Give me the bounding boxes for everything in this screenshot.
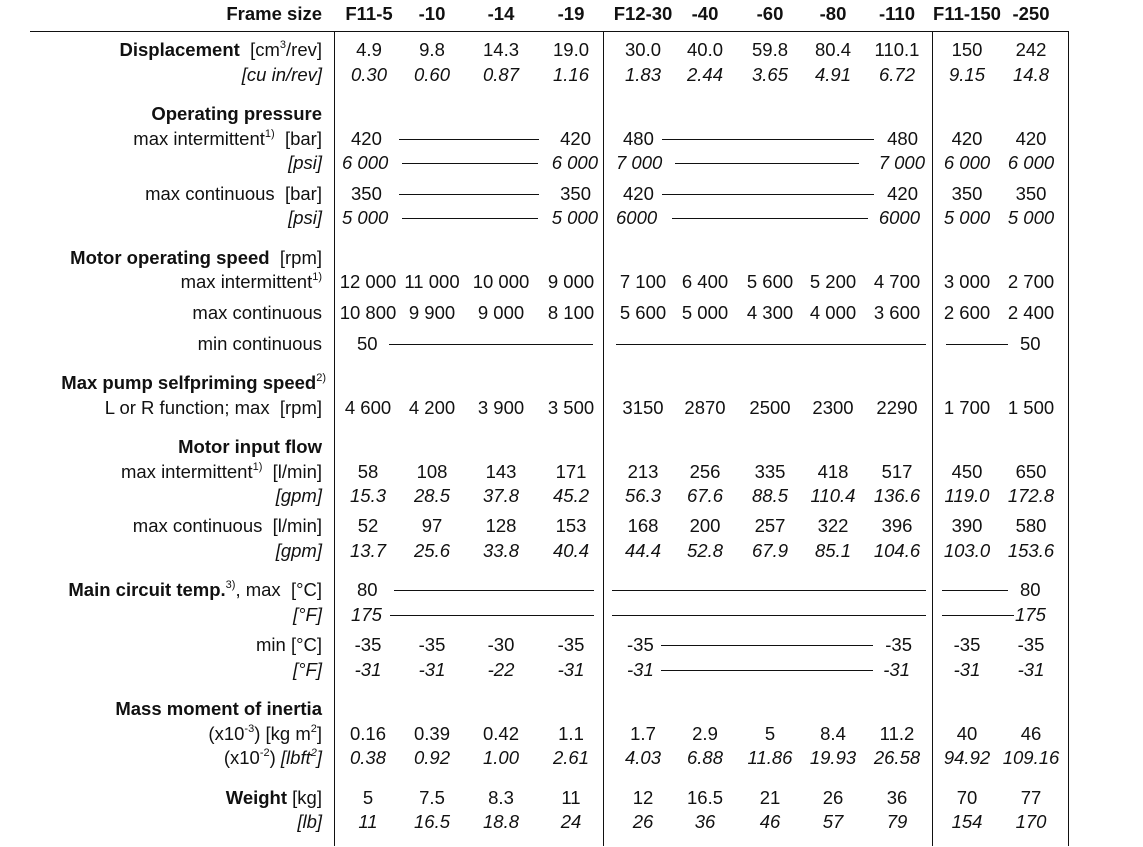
cell: 5 — [362, 787, 374, 808]
cell: 0.16 — [349, 723, 387, 744]
cell: 4 300 — [746, 302, 794, 323]
cell: 9.15 — [948, 64, 986, 85]
range-line — [942, 615, 1014, 616]
cell: 44.4 — [624, 540, 662, 561]
cell: 70 — [956, 787, 978, 808]
cell: 6 000 — [551, 152, 598, 173]
cell: 2 400 — [1007, 302, 1055, 323]
cell: 418 — [817, 461, 849, 482]
cell: 420 — [1015, 128, 1047, 149]
cell: 50 — [1020, 333, 1041, 354]
cell: 80.4 — [814, 39, 852, 60]
cell: 1.1 — [558, 723, 584, 744]
cell: -35 — [418, 634, 446, 655]
cell: -31 — [627, 659, 654, 680]
section-title-inertia: Mass moment of inertia — [115, 698, 322, 719]
cell: 5 600 — [746, 271, 794, 292]
cell: 3.65 — [751, 64, 789, 85]
row-unit-psi: [psi] — [288, 207, 322, 228]
cell: 420 — [951, 128, 983, 149]
cell: 4.03 — [624, 747, 662, 768]
cell: 3 000 — [943, 271, 991, 292]
cell: 580 — [1015, 515, 1047, 536]
cell: 1.00 — [482, 747, 520, 768]
col-header: -80 — [819, 3, 847, 24]
cell: 11 — [561, 787, 581, 808]
cell: 3 500 — [547, 397, 595, 418]
cell: 7 000 — [616, 152, 663, 173]
cell: 2500 — [749, 397, 791, 418]
cell: 143 — [485, 461, 517, 482]
row-label-speed-continuous: max continuous — [192, 302, 322, 323]
cell: 150 — [951, 39, 983, 60]
range-line — [662, 139, 874, 140]
cell: 480 — [887, 128, 918, 149]
cell: -31 — [1017, 659, 1045, 680]
cell: 1.16 — [552, 64, 590, 85]
cell: -35 — [627, 634, 654, 655]
cell: 322 — [817, 515, 849, 536]
frame-size-label: Frame size — [226, 3, 322, 24]
cell: 77 — [1020, 787, 1042, 808]
row-label-speed-intermittent: max intermittent$^{1)}$ — [180, 270, 322, 292]
section-title-selfpriming: Max pump selfpriming speed$^{2)}$ — [61, 371, 326, 393]
cell: 5 000 — [943, 207, 991, 228]
cell: 9.8 — [419, 39, 445, 60]
row-unit-inertia-si: $(x10^{-3})$ [kg $m^2$] — [208, 722, 322, 744]
cell: -31 — [354, 659, 382, 680]
cell: 5 000 — [342, 207, 389, 228]
cell: 450 — [951, 461, 983, 482]
cell: 16.5 — [413, 811, 451, 832]
row-label-pressure-continuous: max continuous [bar] — [145, 183, 322, 204]
range-line — [402, 218, 538, 219]
cell: 45.2 — [552, 485, 590, 506]
cell: 3 900 — [477, 397, 525, 418]
cell: 57 — [822, 811, 844, 832]
cell: 0.30 — [350, 64, 388, 85]
range-line — [399, 139, 539, 140]
cell: 119.0 — [944, 485, 990, 506]
cell: 6 000 — [342, 152, 389, 173]
cell: 0.60 — [413, 64, 451, 85]
cell: 109.16 — [1002, 747, 1060, 768]
range-line — [661, 645, 873, 646]
cell: 104.6 — [873, 540, 921, 561]
cell: 12 — [632, 787, 654, 808]
cell: -31 — [953, 659, 981, 680]
col-header: -14 — [487, 3, 515, 24]
cell: 8.3 — [488, 787, 514, 808]
cell: 4.9 — [356, 39, 382, 60]
cell: 128 — [485, 515, 517, 536]
cell: 110.1 — [874, 39, 920, 60]
cell: 5 000 — [681, 302, 729, 323]
cell: 11.2 — [879, 723, 915, 744]
cell: 257 — [754, 515, 786, 536]
cell: 517 — [881, 461, 913, 482]
range-line — [946, 344, 1008, 345]
cell: 420 — [351, 128, 382, 149]
cell: 67.9 — [751, 540, 789, 561]
cell: 256 — [689, 461, 721, 482]
range-line — [661, 670, 873, 671]
cell: 350 — [560, 183, 591, 204]
cell: 420 — [560, 128, 591, 149]
range-line — [662, 194, 874, 195]
cell: 85.1 — [814, 540, 852, 561]
cell: 5 000 — [1007, 207, 1055, 228]
cell: 7 000 — [878, 152, 925, 173]
row-label-temp-min: min [°C] — [256, 634, 322, 655]
column-divider — [1068, 31, 1069, 846]
cell: -22 — [487, 659, 515, 680]
section-title-operating-pressure: Operating pressure — [151, 103, 322, 124]
cell: 420 — [623, 183, 654, 204]
cell: 4.91 — [814, 64, 852, 85]
cell: -31 — [883, 659, 910, 680]
cell: 103.0 — [943, 540, 991, 561]
row-unit-gpm: [gpm] — [275, 540, 322, 561]
cell: 9 000 — [477, 302, 525, 323]
cell: 52 — [357, 515, 379, 536]
cell: -35 — [557, 634, 585, 655]
cell: 200 — [689, 515, 721, 536]
cell: 2300 — [812, 397, 854, 418]
col-header: F12-30 — [613, 3, 673, 24]
cell: 6.72 — [878, 64, 916, 85]
cell: 4 000 — [809, 302, 857, 323]
cell: 6000 — [878, 207, 920, 228]
cell: 19.0 — [552, 39, 590, 60]
cell: 213 — [627, 461, 659, 482]
col-header: -40 — [691, 3, 719, 24]
cell: 80 — [1020, 579, 1041, 600]
cell: 11.86 — [747, 747, 793, 768]
range-line — [672, 218, 868, 219]
cell: 25.6 — [413, 540, 451, 561]
cell: 10 000 — [472, 271, 530, 292]
cell: 33.8 — [482, 540, 520, 561]
row-unit-inertia-imperial: $(x10^{-2})$ [lbft$^2$] — [223, 746, 322, 768]
cell: 136.6 — [873, 485, 921, 506]
cell: 7 100 — [619, 271, 667, 292]
row-unit-lb: [lb] — [297, 811, 322, 832]
col-header: -250 — [1012, 3, 1050, 24]
cell: 24 — [560, 811, 582, 832]
cell: 335 — [754, 461, 786, 482]
cell: 480 — [623, 128, 654, 149]
cell: 153.6 — [1007, 540, 1055, 561]
cell: 175 — [351, 604, 382, 625]
cell: 36 — [886, 787, 908, 808]
cell: 30.0 — [624, 39, 662, 60]
cell: 2 700 — [1007, 271, 1055, 292]
cell: 6.88 — [686, 747, 724, 768]
header-rule — [30, 31, 1068, 32]
row-unit-psi: [psi] — [288, 152, 322, 173]
column-divider — [603, 31, 604, 846]
cell: 0.39 — [413, 723, 451, 744]
cell: 350 — [1015, 183, 1047, 204]
cell: 40.0 — [686, 39, 724, 60]
cell: 171 — [555, 461, 587, 482]
cell: 1 500 — [1007, 397, 1055, 418]
cell: 14.8 — [1012, 64, 1050, 85]
cell: 18.8 — [482, 811, 520, 832]
cell: 26 — [822, 787, 844, 808]
cell: 108 — [416, 461, 448, 482]
row-label-flow-intermittent: max intermittent$^{1)}$ [l/min] — [120, 460, 322, 482]
cell: 2.44 — [686, 64, 724, 85]
cell: 2.9 — [692, 723, 718, 744]
cell: 52.8 — [686, 540, 724, 561]
cell: 12 000 — [339, 271, 397, 292]
cell: 6 000 — [943, 152, 991, 173]
col-header: -60 — [756, 3, 784, 24]
cell: 650 — [1015, 461, 1047, 482]
cell: 13.7 — [349, 540, 387, 561]
range-line — [390, 615, 594, 616]
cell: 88.5 — [751, 485, 789, 506]
cell: -30 — [487, 634, 515, 655]
range-line — [616, 344, 926, 345]
cell: -35 — [354, 634, 382, 655]
cell: 1 700 — [943, 397, 991, 418]
cell: 6 400 — [681, 271, 729, 292]
cell: 5 000 — [551, 207, 598, 228]
section-title-temperature: Main circuit temp.$^{3)}$, max [°C] — [68, 578, 322, 600]
cell: 67.6 — [686, 485, 724, 506]
section-title-weight: Weight [kg] — [225, 787, 322, 808]
cell: 46 — [1020, 723, 1042, 744]
cell: 0.42 — [482, 723, 520, 744]
cell: 58 — [357, 461, 379, 482]
col-header: F11-150 — [933, 3, 1001, 24]
row-label-speed-min: min continuous — [197, 333, 322, 354]
cell: 396 — [881, 515, 913, 536]
row-unit-gpm: [gpm] — [275, 485, 322, 506]
cell: 46 — [759, 811, 781, 832]
cell: -35 — [885, 634, 912, 655]
range-line — [394, 590, 594, 591]
cell: 9 000 — [547, 271, 595, 292]
row-label-flow-continuous: max continuous [l/min] — [132, 515, 322, 536]
cell: 11 000 — [404, 271, 460, 292]
cell: 5 600 — [619, 302, 667, 323]
cell: 97 — [421, 515, 443, 536]
cell: 40 — [956, 723, 978, 744]
range-line — [389, 344, 593, 345]
cell: 94.92 — [943, 747, 991, 768]
row-unit-fahrenheit: [°F] — [293, 604, 322, 625]
cell: 9 900 — [408, 302, 456, 323]
cell: 420 — [887, 183, 918, 204]
cell: 5 200 — [809, 271, 857, 292]
cell: 7.5 — [419, 787, 445, 808]
cell: 21 — [759, 787, 781, 808]
cell: 26 — [632, 811, 654, 832]
cell: 79 — [886, 811, 908, 832]
cell: 1.83 — [624, 64, 662, 85]
section-title-input-flow: Motor input flow — [178, 436, 322, 457]
cell: 37.8 — [482, 485, 520, 506]
column-divider — [932, 31, 933, 846]
column-divider — [334, 31, 335, 846]
cell: 5 — [764, 723, 776, 744]
cell: -35 — [1017, 634, 1045, 655]
col-header: -110 — [878, 3, 916, 24]
cell: 2870 — [684, 397, 726, 418]
cell: 6 000 — [1007, 152, 1055, 173]
cell: 154 — [951, 811, 983, 832]
cell: 172.8 — [1007, 485, 1055, 506]
cell: 10 800 — [339, 302, 397, 323]
cell: 0.38 — [349, 747, 387, 768]
range-line — [399, 194, 539, 195]
cell: 3 600 — [873, 302, 921, 323]
section-title-motor-speed: Motor operating speed [rpm] — [70, 247, 322, 268]
cell: 110.4 — [810, 485, 856, 506]
row-label-selfpriming: L or R function; max [rpm] — [104, 397, 322, 418]
range-line — [612, 590, 926, 591]
cell: 4 600 — [344, 397, 392, 418]
cell: 1.7 — [630, 723, 656, 744]
cell: 14.3 — [482, 39, 520, 60]
cell: 6000 — [616, 207, 658, 228]
cell: 8 100 — [547, 302, 595, 323]
cell: 3150 — [622, 397, 664, 418]
cell: 168 — [627, 515, 659, 536]
cell: 350 — [951, 183, 983, 204]
cell: 2290 — [876, 397, 918, 418]
cell: -31 — [418, 659, 446, 680]
col-header: F11-5 — [345, 3, 393, 24]
cell: 4 700 — [873, 271, 921, 292]
cell: 0.92 — [413, 747, 451, 768]
cell: 56.3 — [624, 485, 662, 506]
cell: 2 600 — [943, 302, 991, 323]
cell: 28.5 — [413, 485, 451, 506]
cell: 2.61 — [552, 747, 590, 768]
cell: 19.93 — [809, 747, 857, 768]
row-unit-cu-in: [cu in/rev] — [241, 64, 322, 85]
cell: 170 — [1015, 811, 1047, 832]
range-line — [942, 590, 1008, 591]
cell: 36 — [694, 811, 716, 832]
row-label-pressure-intermittent: max intermittent$^{1)}$ [bar] — [133, 127, 322, 149]
cell: 175 — [1015, 604, 1046, 625]
cell: 40.4 — [552, 540, 590, 561]
cell: 50 — [357, 333, 378, 354]
cell: 26.58 — [873, 747, 921, 768]
row-label-displacement: Displacement $[cm^3/rev]$ — [119, 38, 322, 60]
cell: 390 — [951, 515, 983, 536]
cell: 59.8 — [751, 39, 789, 60]
cell: 8.4 — [820, 723, 846, 744]
cell: 242 — [1015, 39, 1047, 60]
col-header: -19 — [557, 3, 585, 24]
cell: 153 — [555, 515, 587, 536]
cell: -35 — [953, 634, 981, 655]
range-line — [612, 615, 926, 616]
cell: 350 — [351, 183, 382, 204]
row-unit-fahrenheit: [°F] — [293, 659, 322, 680]
cell: 11 — [358, 811, 378, 832]
cell: 4 200 — [408, 397, 456, 418]
range-line — [402, 163, 538, 164]
cell: 16.5 — [686, 787, 724, 808]
cell: 15.3 — [349, 485, 387, 506]
col-header: -10 — [418, 3, 446, 24]
cell: -31 — [557, 659, 585, 680]
cell: 0.87 — [482, 64, 520, 85]
range-line — [675, 163, 859, 164]
cell: 80 — [357, 579, 378, 600]
